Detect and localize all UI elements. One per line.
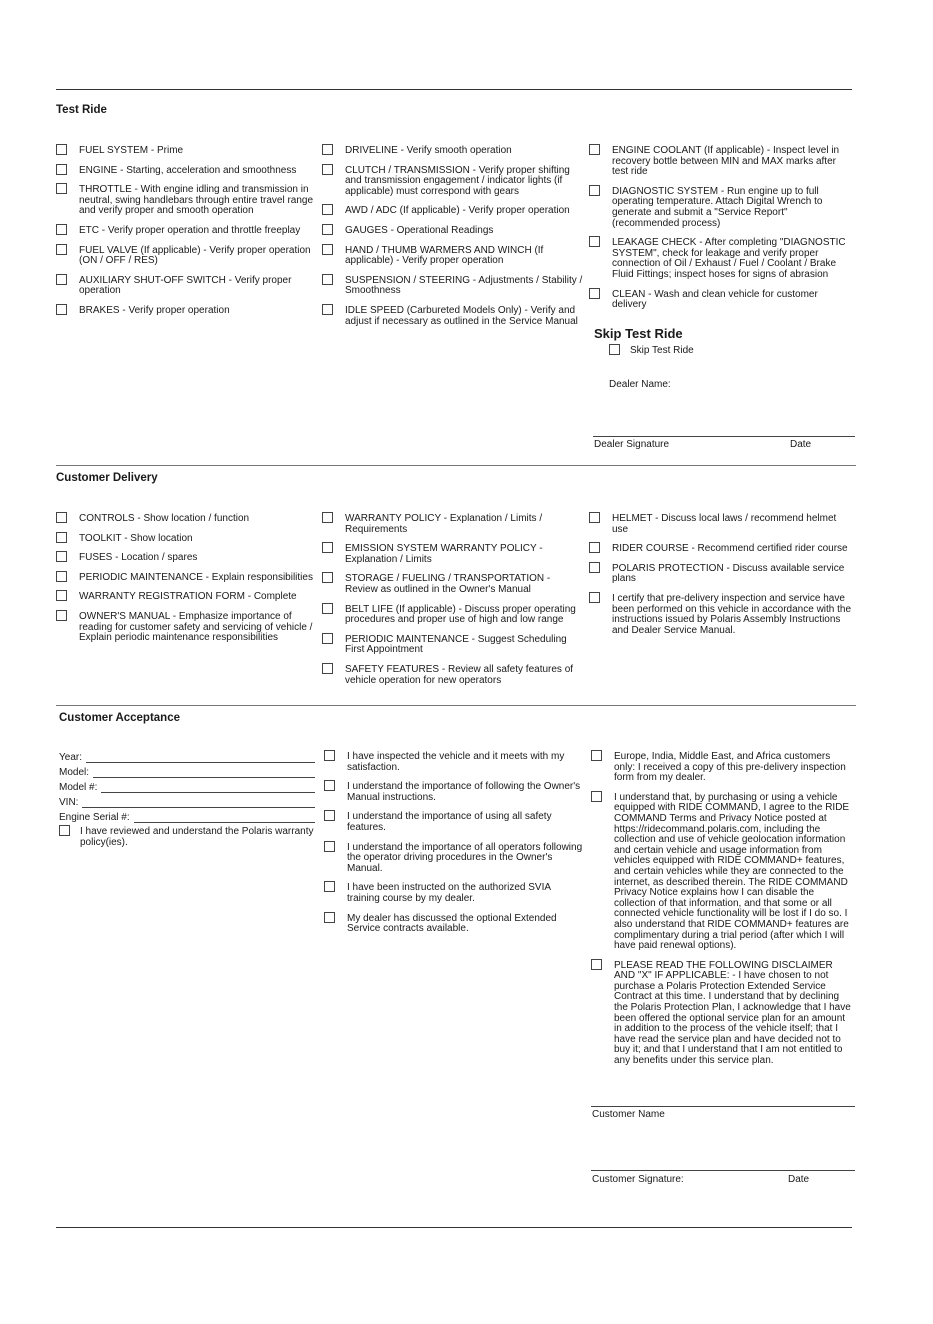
checklist-item[interactable]: RIDER COURSE - Recommend certified rider course	[589, 544, 853, 555]
checkbox[interactable]	[322, 603, 333, 614]
checklist-item[interactable]: DIAGNOSTIC SYSTEM - Run engine up to full operating temperature. Attach Digital Wrench to generate and submit a "Service Report" (recommended process)	[589, 187, 853, 229]
checkbox[interactable]	[56, 164, 67, 175]
customer-signature-line[interactable]	[591, 1170, 855, 1171]
checkbox[interactable]	[322, 663, 333, 674]
skip-test-ride-title: Skip Test Ride	[594, 326, 683, 341]
checkbox[interactable]	[56, 590, 67, 601]
checklist-item[interactable]: STORAGE / FUELING / TRANSPORTATION - Review as outlined in the Owner's Manual	[322, 574, 584, 595]
checkbox[interactable]	[589, 562, 600, 573]
checklist-item[interactable]: Europe, India, Middle East, and Africa customers only: I received a copy of this pre-delivery inspection form from my dealer.	[591, 752, 853, 784]
checkbox[interactable]	[589, 144, 600, 155]
checkbox[interactable]	[56, 512, 67, 523]
section-divider	[56, 465, 856, 466]
checkbox[interactable]	[324, 780, 335, 791]
skip-test-ride-checkbox-row[interactable]: Skip Test Ride	[609, 346, 694, 357]
checklist-item[interactable]: I understand the importance of all operators following the operator driving procedures in the Owner's Manual.	[324, 843, 586, 875]
checklist-item[interactable]: LEAKAGE CHECK - After completing "DIAGNOSTIC SYSTEM", check for leakage and verify proper connection of Oil / Exhaust / Fuel / Coolant / Brake Fluid Fittings; inspect hoses for signs of abrasion	[589, 238, 853, 280]
checkbox[interactable]	[322, 274, 333, 285]
test-ride-col-2	[322, 146, 586, 336]
model-input-line[interactable]	[93, 768, 315, 778]
delivery-col-2	[322, 514, 584, 695]
checkbox[interactable]	[322, 542, 333, 553]
vin-input-line[interactable]	[82, 798, 315, 808]
model-field[interactable]: Model:	[59, 767, 315, 778]
checkbox[interactable]	[56, 551, 67, 562]
checklist-item[interactable]: ETC - Verify proper operation and throttle freeplay	[56, 226, 318, 237]
engine-serial-input-line[interactable]	[134, 813, 315, 823]
checklist-item[interactable]: HELMET - Discuss local laws / recommend helmet use	[589, 514, 853, 535]
customer-name-line[interactable]	[591, 1106, 855, 1107]
checklist-item[interactable]: AWD / ADC (If applicable) - Verify proper operation	[322, 206, 586, 217]
acceptance-col-3	[591, 752, 853, 1076]
checkbox[interactable]	[59, 825, 70, 836]
checklist-item[interactable]: PERIODIC MAINTENANCE - Suggest Scheduling First Appointment	[322, 635, 584, 656]
checkbox[interactable]	[591, 750, 602, 761]
delivery-col-1	[56, 514, 320, 653]
checklist-item[interactable]: BRAKES - Verify proper operation	[56, 306, 318, 317]
checkbox[interactable]	[56, 224, 67, 235]
dealer-date-label: Date	[790, 439, 812, 450]
checkbox[interactable]	[589, 542, 600, 553]
checklist-item[interactable]: THROTTLE - With engine idling and transmission in neutral, swing handlebars through entire travel range and verify proper and smooth operation	[56, 185, 318, 217]
acceptance-col-2	[324, 752, 586, 944]
checkbox[interactable]	[56, 144, 67, 155]
checklist-item[interactable]: My dealer has discussed the optional Extended Service contracts available.	[324, 914, 586, 935]
dealer-name-label: Dealer Name:	[609, 379, 671, 390]
model-number-input-line[interactable]	[101, 783, 315, 793]
checkbox[interactable]	[322, 164, 333, 175]
checklist-item[interactable]: PLEASE READ THE FOLLOWING DISCLAIMER AND "X" IF APPLICABLE: - I have chosen to not purchase a Polaris Protection Extended Service Contract at this time. I understand that by declining the Polaris Protection Plan, I acknowledge that I have been offered the optional service plan for an amount in addition to the process of the vehicle itself; that I have read the service plan and have decided not to buy it; and that I understand that I am not entitled to any benefits under this service plan.	[591, 961, 853, 1067]
dealer-signature-line[interactable]	[593, 436, 855, 437]
checklist-item[interactable]: I understand the importance of using all safety features.	[324, 812, 586, 833]
year-field[interactable]: Year:	[59, 752, 315, 763]
checklist-item[interactable]: WARRANTY REGISTRATION FORM - Complete	[56, 592, 320, 603]
year-input-line[interactable]	[86, 753, 315, 763]
checklist-item[interactable]: PERIODIC MAINTENANCE - Explain responsibilities	[56, 573, 320, 584]
customer-name-label: Customer Name	[592, 1109, 665, 1120]
checkbox[interactable]	[324, 750, 335, 761]
checklist-item[interactable]: FUEL SYSTEM - Prime	[56, 146, 318, 157]
checkbox[interactable]	[56, 610, 67, 621]
checkbox[interactable]	[56, 244, 67, 255]
checkbox[interactable]	[56, 183, 67, 194]
engine-serial-field[interactable]: Engine Serial #:	[59, 812, 315, 823]
checkbox[interactable]	[322, 633, 333, 644]
checklist-item[interactable]: OWNER'S MANUAL - Emphasize importance of reading for customer safety and servicing of vehicle / Explain periodic maintenance responsibilities	[56, 612, 320, 644]
checkbox[interactable]	[56, 532, 67, 543]
checkbox[interactable]	[322, 304, 333, 315]
checkbox[interactable]	[56, 274, 67, 285]
checkbox[interactable]	[609, 344, 620, 355]
checkbox[interactable]	[591, 959, 602, 970]
section-title-customer-acceptance: Customer Acceptance	[59, 712, 181, 724]
checklist-item[interactable]: GAUGES - Operational Readings	[322, 226, 586, 237]
checklist-item[interactable]: HAND / THUMB WARMERS AND WINCH (If applicable) - Verify proper operation	[322, 246, 586, 267]
checkbox[interactable]	[56, 571, 67, 582]
customer-signature-label: Customer Signature:	[592, 1174, 684, 1185]
checkbox[interactable]	[56, 304, 67, 315]
checkbox[interactable]	[589, 512, 600, 523]
checkbox[interactable]	[324, 912, 335, 923]
checklist-item[interactable]: EMISSION SYSTEM WARRANTY POLICY - Explanation / Limits	[322, 544, 584, 565]
vin-field[interactable]: VIN:	[59, 797, 315, 808]
checkbox[interactable]	[322, 244, 333, 255]
checkbox[interactable]	[324, 810, 335, 821]
checkbox[interactable]	[589, 288, 600, 299]
test-ride-col-3	[589, 146, 853, 320]
checklist-item[interactable]: DRIVELINE - Verify smooth operation	[322, 146, 586, 157]
section-title-customer-delivery: Customer Delivery	[56, 472, 158, 484]
delivery-col-3	[589, 514, 853, 645]
dealer-signature-label: Dealer Signature	[594, 439, 670, 450]
checkbox[interactable]	[324, 881, 335, 892]
model-number-field[interactable]: Model #:	[59, 782, 315, 793]
top-divider	[56, 89, 852, 90]
checklist-item[interactable]: ENGINE COOLANT (If applicable) - Inspect level in recovery bottle between MIN and MAX marks after test ride	[589, 146, 853, 178]
bottom-divider	[56, 1227, 852, 1228]
checkbox[interactable]	[589, 592, 600, 603]
checkbox[interactable]	[322, 204, 333, 215]
checklist-item[interactable]: I certify that pre-delivery inspection and service have been performed on this vehicle in accordance with the instructions issued by Polaris Assembly Instructions and Dealer Service Manual.	[589, 594, 853, 636]
checklist-item[interactable]: I have inspected the vehicle and it meets with my satisfaction.	[324, 752, 586, 773]
section-title-test-ride: Test Ride	[56, 104, 107, 116]
checklist-item[interactable]: FUEL VALVE (If applicable) - Verify proper operation (ON / OFF / RES)	[56, 246, 318, 267]
warranty-acknowledge-item[interactable]: I have reviewed and understand the Polaris warranty policy(ies).	[59, 827, 321, 848]
checklist-item[interactable]: POLARIS PROTECTION - Discuss available service plans	[589, 564, 853, 585]
checklist-item[interactable]: I understand that, by purchasing or using a vehicle equipped with RIDE COMMAND, I agree to the RIDE COMMAND Terms and Privacy Notice posted at https://ridecommand.polaris.com, including the collection and use of vehicle geolocation information and certain vehicle and usage information from vehicles equipped with RIDE COMMAND+ features, and certain vehicles while they are connected to the internet, as described therein. The RIDE COMMAND Privacy Notice explains how I can disable the collection of that information, and that some or all connected vehicle functionality will be lost if I do so. I also understand that RIDE COMMAND+ features are complimentary during a trial period (after which I will have paid renewal options).	[591, 793, 853, 952]
checkbox[interactable]	[322, 572, 333, 583]
checklist-item[interactable]: AUXILIARY SHUT-OFF SWITCH - Verify proper operation	[56, 276, 318, 297]
checklist-item[interactable]: I have been instructed on the authorized SVIA training course by my dealer.	[324, 883, 586, 904]
test-ride-col-1	[56, 146, 318, 326]
checklist-item[interactable]: WARRANTY POLICY - Explanation / Limits / Requirements	[322, 514, 584, 535]
checklist-item[interactable]: IDLE SPEED (Carbureted Models Only) - Verify and adjust if necessary as outlined in the Service Manual	[322, 306, 586, 327]
checklist-item[interactable]: CLUTCH / TRANSMISSION - Verify proper shifting and transmission engagement / indicator lights (if applicable) must correspond with gears	[322, 166, 586, 198]
checklist-item[interactable]: SAFETY FEATURES - Review all safety features of vehicle operation for new operators	[322, 665, 584, 686]
checkbox[interactable]	[589, 236, 600, 247]
checklist-item[interactable]: BELT LIFE (If applicable) - Discuss proper operating procedures and proper use of high and low range	[322, 605, 584, 626]
customer-date-label: Date	[788, 1174, 810, 1185]
checklist-item[interactable]: SUSPENSION / STEERING - Adjustments / Stability / Smoothness	[322, 276, 586, 297]
checkbox[interactable]	[322, 144, 333, 155]
checklist-item[interactable]: TOOLKIT - Show location	[56, 534, 320, 545]
checkbox[interactable]	[322, 224, 333, 235]
checklist-item[interactable]: CONTROLS - Show location / function	[56, 514, 320, 525]
checklist-item[interactable]: ENGINE - Starting, acceleration and smoothness	[56, 166, 318, 177]
checklist-item[interactable]: FUSES - Location / spares	[56, 553, 320, 564]
checkbox[interactable]	[591, 791, 602, 802]
checklist-item[interactable]: CLEAN - Wash and clean vehicle for customer delivery	[589, 290, 853, 311]
checkbox[interactable]	[589, 185, 600, 196]
checklist-item[interactable]: I understand the importance of following the Owner's Manual instructions.	[324, 782, 586, 803]
section-divider	[56, 705, 856, 706]
checkbox[interactable]	[322, 512, 333, 523]
checkbox[interactable]	[324, 841, 335, 852]
